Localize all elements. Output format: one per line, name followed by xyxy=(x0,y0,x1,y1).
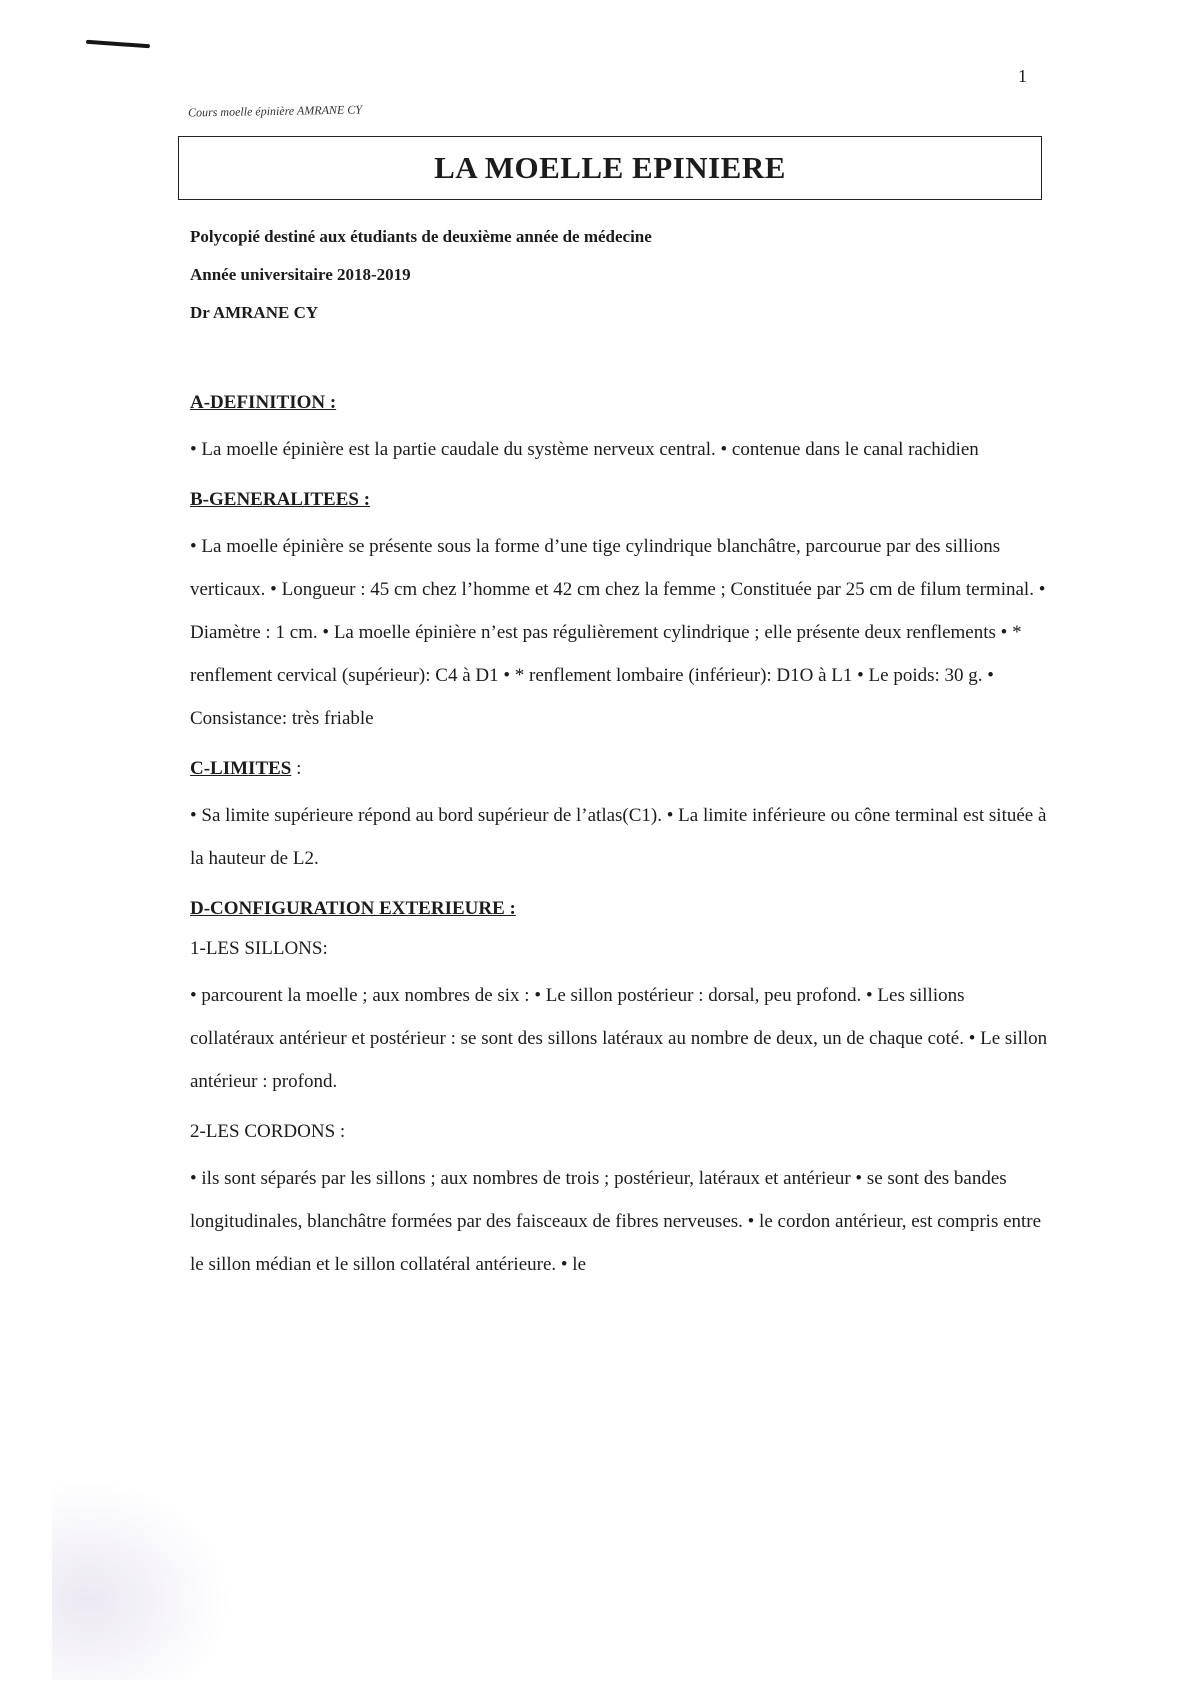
section-generalites xyxy=(190,489,1050,740)
section-heading-text: C-LIMITES xyxy=(190,758,292,779)
section-text-definition: • La moelle épinière est la partie caudale du système nerveux central. • contenue dans le canal rachidien xyxy=(190,439,979,460)
meta-audience: Polycopié destiné aux étudiants de deuxième année de médecine xyxy=(190,227,652,246)
section-text-generalites: • La moelle épinière se présente sous la forme d’une tige cylindrique blanchâtre, parcourue par des sillions verticaux. • Longueur : 45 cm chez l’homme et 42 cm chez la femme ; Constituée par 25 cm de filum terminal. • Diamètre : 1 cm. • La moelle épinière n’est pas régulièrement cylindrique ; elle présente deux renflements • * renflement cervical (supérieur): C4 à D1 • * renflement lombaire (inférieur): D1O à L1 • Le poids: 30 g. • Consistance: très friable xyxy=(190,536,1046,729)
section-heading-text: A-DEFINITION : xyxy=(190,392,337,413)
subsection-text-sillons: • parcourent la moelle ; aux nombres de six : • Le sillon postérieur : dorsal, peu profond. • Les sillions collatéraux antérieur et postérieur : se sont des sillons latéraux au nombre de deux, un de chaque coté. • Le sillon antérieur : profond. xyxy=(190,985,1048,1092)
document-meta xyxy=(190,218,652,332)
page-number: 1 xyxy=(1018,66,1027,86)
section-heading-suffix: : xyxy=(291,758,302,779)
section-heading-text: D-CONFIGURATION EXTERIEURE : xyxy=(190,898,516,919)
section-definition xyxy=(190,392,1050,471)
subsection-text-cordons: • ils sont séparés par les sillons ; aux nombres de trois ; postérieur, latéraux et antérieur • se sont des bandes longitudinales, blanchâtre formées par des faisceaux de fibres nerveuses. • le cordon antérieur, est compris entre le sillon médian et le sillon collatéral antérieure. • le xyxy=(190,1168,1042,1275)
section-heading-configuration xyxy=(190,898,1050,920)
scan-mark xyxy=(86,40,150,48)
section-heading-limites xyxy=(190,758,1050,780)
subsection-heading-cordons: 2-LES CORDONS : xyxy=(190,1121,346,1142)
section-text-limites: • Sa limite supérieure répond au bord supérieur de l’atlas(C1). • La limite inférieure ou cône terminal est située à la hauteur de L2. xyxy=(190,805,1047,869)
page-title: LA MOELLE EPINIERE xyxy=(434,150,786,185)
section-heading-text: B-GENERALITEES : xyxy=(190,489,371,510)
section-heading-generalites xyxy=(190,489,1050,511)
section-configuration xyxy=(190,898,1050,1286)
section-limites xyxy=(190,758,1050,880)
title-box xyxy=(178,136,1042,200)
subsection-heading-sillons: 1-LES SILLONS: xyxy=(190,938,328,959)
scan-smudge xyxy=(52,1480,232,1680)
meta-author: Dr AMRANE CY xyxy=(190,303,319,322)
meta-year: Année universitaire 2018-2019 xyxy=(190,265,411,284)
handwritten-note: Cours moelle épinière AMRANE CY xyxy=(187,102,363,120)
section-heading-definition xyxy=(190,392,1050,414)
document-body xyxy=(190,392,1050,1286)
